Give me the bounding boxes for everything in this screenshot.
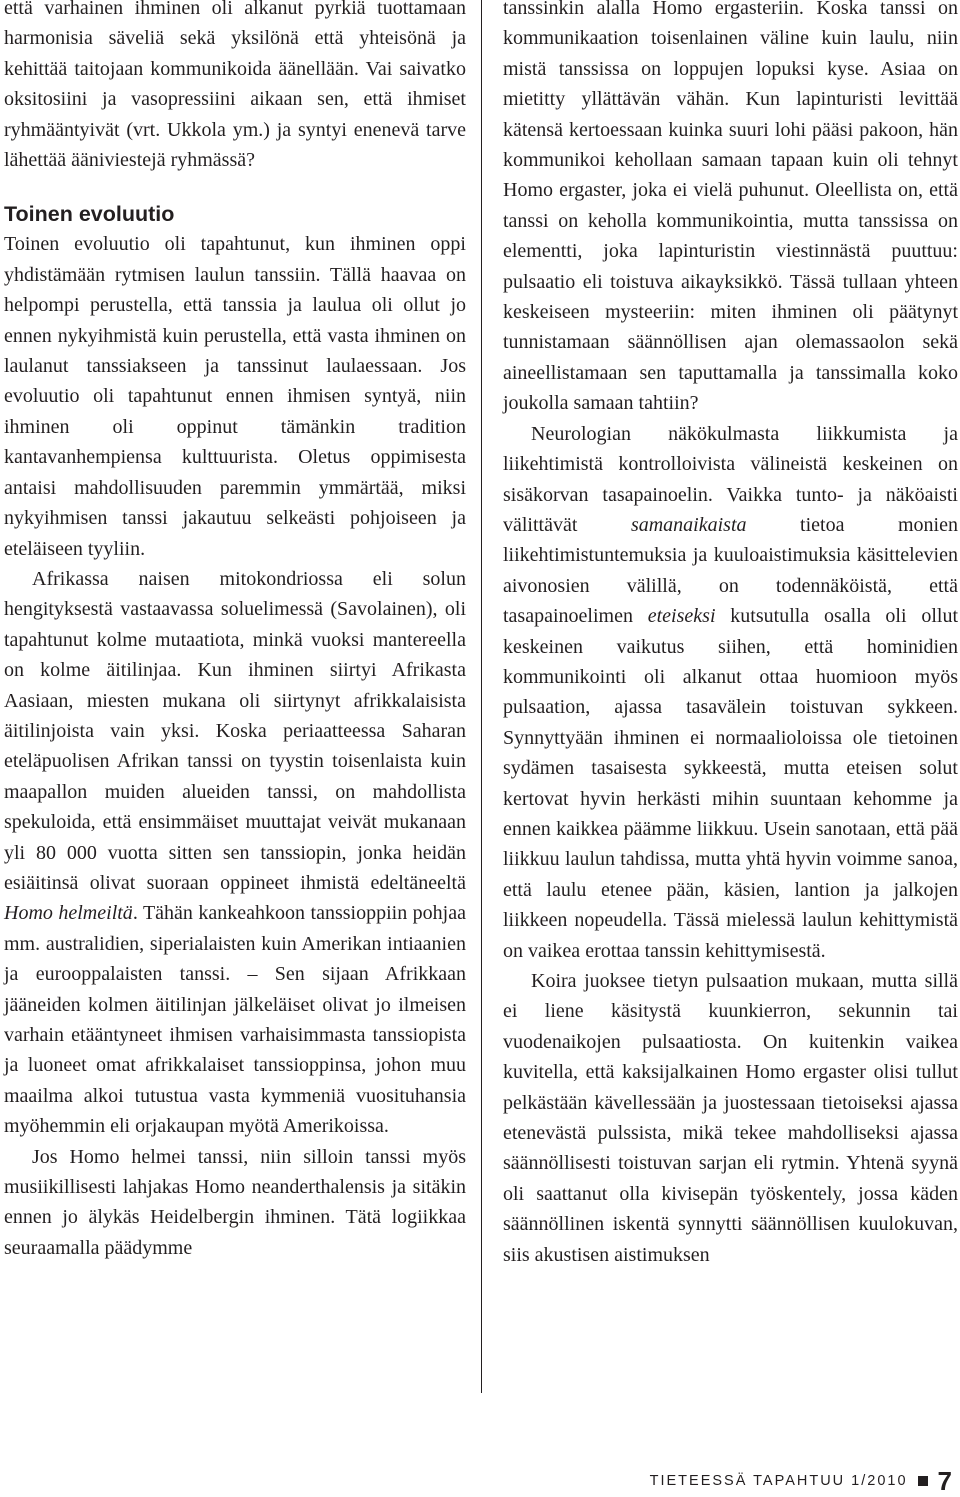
text-run: Afrikassa naisen mitokondriossa eli solun hengityksestä vastaavassa soluelimessä (Savolainen), oli tapahtunut kolme mutaatiota, minkä vuoksi mantereella on kolme äitilinjaa. Kun ihminen siirtyi Afrikasta Aasiaan, miesten mukana oli siirtynyt afrikkalaisista äitilinjoista vain yksi. Koska periaatteessa Saharan eteläpuolisen Afrikan tanssi on tyystin toisenlaista kuin maapallon muiden alueiden tanssi, on mahdollista spekuloida, että ensimmäiset muuttajat veivät mukanaan yli 80 000 vuotta sitten sen tanssiopin, jonka heidän esiäitinsä olivat suoraan oppineet ihmistä edeltäneeltä — [4, 567, 466, 894]
italic-text: eteiseksi — [647, 605, 716, 628]
paragraph: että varhainen ihminen oli alkanut pyrkiä tuottamaan harmonisia säveliä sekä yksilönä että yhteisönä ja kehittää taitojaan kommunikoida äänellään. Vai saivatko oksitosiini ja vasopressiini aikaan sen, että ihmiset ryhmääntyivät (vrt. Ukkola ym.) ja syntyi enenevä tarve lähettää ääniviestejä ryhmässä? — [4, 0, 466, 172]
journal-name: TIETEESSÄ TAPAHTUU 1/2010 — [649, 1473, 908, 1489]
text-run: kutsutulla osalla oli ollut keskeinen vaikutus siihen, että hominidien kommunikointi oli alkanut ottaa huomioon myös pulsaation, ajassa tasavälein toistuvan sykkeen. Synnyttyään ihminen ei normaalioloissa ole tietoinen sydämen tasaisesta sykkeestä, mutta eteisen solut kertovat hyvin herkästi mihin suuntaan kehomme ja ennen kaikkea päämme liikkuu. Usein sanotaan, että pää liikkuu laulun tahdissa, mutta yhtä hyvin voimme sanoa, että laulu etenee pään, käsien, lantion ja jalkojen liikkeen nopeudella. Tässä mielessä laulun kehittymistä on vaikea erottaa tanssin kehittymisestä. — [503, 605, 958, 962]
italic-text: Homo helmeiltä — [4, 902, 133, 925]
left-column — [4, 0, 466, 1263]
square-bullet-icon — [918, 1476, 928, 1486]
text-run: tietoa monien liikehtimistuntemuksia ja kuuloaistimuksia käsittelevien aivonosien välillä, on todennäköistä, että tasapainoelimen — [503, 513, 958, 628]
italic-text: samanaikaista — [630, 513, 747, 536]
paragraph: Jos Homo helmei tanssi, niin silloin tanssi myös musiikillisesti lahjakas Homo neanderthalensis ja sitäkin ennen jo älykäs Heidelbergin ihminen. Tätä logiikkaa seuraamalla päädymme — [4, 1145, 466, 1259]
paragraph — [4, 564, 466, 1142]
text-run: Neurologian näkökulmasta liikkumista ja liikehtimistä kontrolloivista välineistä keskeinen on sisäkorvan tasapainoelin. Vaikka tunto- ja näköaisti välittävät — [503, 422, 958, 536]
page-footer — [650, 1466, 952, 1496]
paragraph — [503, 419, 958, 966]
paragraph: Toinen evoluutio oli tapahtunut, kun ihminen oppi yhdistämään rytmisen laulun tanssiin. Tällä haavaa on helpompi perustella, että tanssia ja laulua oli ollut jo ennen nykyihmistä kuin perustella, että vasta ihminen on laulanut tanssiakseen ja tanssinut laulaessaan. Jos evoluutio oli tapahtunut ennen ihmisen syntyä, niin ihminen oli oppinut tämänkin tradition kantavanhempiensa kulttuurista. Oletus oppimisesta antaisi mahdollisuuden paremmin ymmärtää, miksi nykyihmisen tanssi jakautuu selkeästi pohjoiseen ja eteläiseen tyyliin. — [4, 233, 466, 560]
right-column — [503, 0, 958, 1270]
text-run: . Tähän kankeahkoon tanssioppiin pohjaa mm. australidien, siperialaisten kuin Amerikan intiaanien ja eurooppalaisten tanssi. – Sen sijaan Afrikkaan jääneiden kolmen äitilinjan jälkeläiset olivat jo ilmeisen varhain etääntyneet ihmisen varhaisimmasta tanssiopista ja luoneet omat afrikkalaiset tanssioppinsa, johon muu maailma alkoi tutustua vasta kymmeniä vuosituhansia myöhemmin eli orjakaupan myötä Amerikoissa. — [4, 902, 466, 1138]
page-number: 7 — [937, 1465, 952, 1496]
column-divider — [481, 0, 482, 1393]
paragraph: tanssinkin alalla Homo ergasteriin. Koska tanssi on kommunikaation toisenlainen väline kuin laulu, niin mistä tanssissa on loppujen lopuksi kyse. Asiaa on mietitty yllättävän vähän. Kun lapinturisti levittää kätensä kertoessaan kuinka suuri lohi pääsi pakoon, hän kommunikoi kehollaan samaan tapaan kuin oli tehnyt Homo ergaster, joka ei vielä puhunut. Oleellista on, että tanssi on keholla kommunikointia, mutta tanssissa on elementti, joka lapinturistin viestinnästä puuttuu: pulsaatio eli toistuva aikayksikkö. Tässä tullaan yhteen keskeiseen mysteeriin: miten ihminen oli päätynyt tunnistamaan säännöllisen ajan olemassaolon sekä aineellistamaan sen taputtamalla ja tanssimalla koko joukolla samaan tahtiin? — [503, 0, 958, 415]
section-heading: Toinen evoluutio — [4, 202, 175, 227]
paragraph: Koira juoksee tietyn pulsaation mukaan, mutta sillä ei liene käsitystä kuunkierron, sekunnin tai vuodenaikojen pulsaatiosta. On kuitenkin vaikea kuvitella, että kaksijalkainen Homo ergaster olisi tullut pelkästään kävellessään ja juostessaan tietoiseksi ajassa etenevästä pulssista, mikä tekee mahdolliseksi ajassa säännöllisesti toistuvan sarjan eli rytmin. Yhtenä syynä oli saattanut olla kivisepän työskentely, jossa käden säännöllinen iskentä synnytti säännöllisen kuulokuvan, siis akustisen aistimuksen — [503, 970, 958, 1266]
